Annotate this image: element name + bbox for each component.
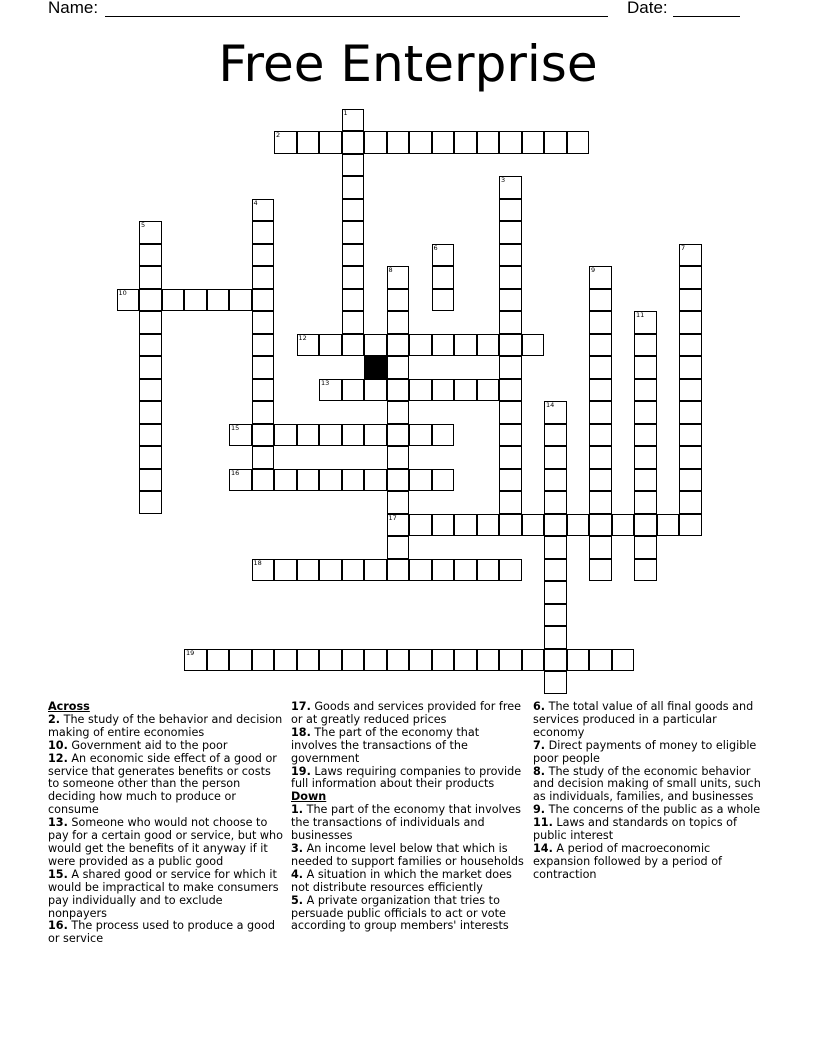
- crossword-cell[interactable]: [387, 424, 410, 447]
- crossword-cell[interactable]: [297, 334, 320, 357]
- crossword-cell[interactable]: [139, 311, 162, 334]
- crossword-cell[interactable]: [634, 514, 657, 537]
- crossword-cell[interactable]: [589, 289, 612, 312]
- crossword-cell[interactable]: [499, 244, 522, 267]
- crossword-cell[interactable]: [454, 559, 477, 582]
- crossword-cell[interactable]: [387, 446, 410, 469]
- crossword-cell[interactable]: [477, 379, 500, 402]
- crossword-cell[interactable]: [477, 334, 500, 357]
- crossword-cell[interactable]: [679, 289, 702, 312]
- clue-number-label: 14: [546, 401, 555, 409]
- crossword-cell[interactable]: [544, 536, 567, 559]
- crossword-cell[interactable]: [207, 289, 230, 312]
- crossword-cell[interactable]: [319, 379, 342, 402]
- crossword-cell[interactable]: [139, 244, 162, 267]
- crossword-cell[interactable]: [274, 559, 297, 582]
- crossword-cell[interactable]: [387, 514, 410, 537]
- crossword-cell[interactable]: [409, 469, 432, 492]
- clue-number-label: 6: [433, 243, 438, 252]
- clue-number-label: 11: [636, 311, 645, 319]
- crossword-cell[interactable]: [589, 401, 612, 424]
- crossword-cell[interactable]: [409, 649, 432, 672]
- clue-number-label: 7: [681, 243, 686, 252]
- crossword-cell[interactable]: [387, 266, 410, 289]
- crossword-cell[interactable]: [499, 469, 522, 492]
- crossword-cell[interactable]: [252, 356, 275, 379]
- crossword-cell[interactable]: [252, 244, 275, 267]
- crossword-cell[interactable]: [432, 266, 455, 289]
- clue-across-15: 15. A shared good or service for which it would be impractical to make consumers pay individually and to exclude nonpayers: [48, 867, 279, 920]
- across-heading: Across: [48, 700, 90, 713]
- crossword-cell[interactable]: [522, 334, 545, 357]
- crossword-cell[interactable]: [342, 244, 365, 267]
- crossword-cell[interactable]: [589, 649, 612, 672]
- crossword-cell[interactable]: [252, 221, 275, 244]
- clue-down-9: 9. The concerns of the public as a whole: [533, 803, 761, 817]
- crossword-cell[interactable]: [679, 311, 702, 334]
- crossword-cell[interactable]: [544, 424, 567, 447]
- crossword-cell[interactable]: [634, 559, 657, 582]
- clue-down-14: 14. A period of macroeconomic expansion followed by a period of contraction: [533, 841, 722, 881]
- clue-number-label: 17: [388, 513, 397, 522]
- clue-number-label: 2: [276, 131, 281, 139]
- crossword-cell[interactable]: [342, 649, 365, 672]
- crossword-cell[interactable]: [432, 334, 455, 357]
- crossword-cell[interactable]: [634, 401, 657, 424]
- crossword-cell[interactable]: [229, 469, 252, 492]
- crossword-cell[interactable]: [679, 244, 702, 267]
- crossword-cell[interactable]: [139, 424, 162, 447]
- clue-number-label: 5: [141, 221, 146, 229]
- crossword-cell[interactable]: [364, 559, 387, 582]
- crossword-cell[interactable]: [342, 221, 365, 244]
- crossword-cell[interactable]: [229, 649, 252, 672]
- crossword-cell[interactable]: [252, 266, 275, 289]
- crossword-cell[interactable]: [139, 446, 162, 469]
- crossword-cell[interactable]: [432, 514, 455, 537]
- crossword-cell[interactable]: [679, 334, 702, 357]
- crossword-cell[interactable]: [477, 131, 500, 154]
- crossword-cell[interactable]: [342, 289, 365, 312]
- crossword-cell[interactable]: [634, 334, 657, 357]
- crossword-cell[interactable]: [184, 289, 207, 312]
- crossword-cell[interactable]: [184, 649, 207, 672]
- crossword-cell[interactable]: [409, 424, 432, 447]
- crossword-cell[interactable]: [274, 131, 297, 154]
- crossword-cell[interactable]: [252, 334, 275, 357]
- crossword-cell[interactable]: [364, 649, 387, 672]
- crossword-cell[interactable]: [342, 469, 365, 492]
- crossword-cell[interactable]: [544, 671, 567, 694]
- crossword-cell[interactable]: [139, 266, 162, 289]
- crossword-cell[interactable]: [589, 469, 612, 492]
- crossword-cell[interactable]: [432, 131, 455, 154]
- crossword-cell[interactable]: [589, 446, 612, 469]
- crossword-cell[interactable]: [297, 559, 320, 582]
- crossword-cell[interactable]: [364, 131, 387, 154]
- crossword-cell[interactable]: [567, 649, 590, 672]
- clue-across-10: 10. Government aid to the poor: [48, 738, 228, 752]
- crossword-cell[interactable]: [252, 289, 275, 312]
- crossword-cell[interactable]: [679, 379, 702, 402]
- crossword-cell[interactable]: [499, 334, 522, 357]
- clue-across-2: 2. The study of the behavior and decision making of entire economies: [48, 712, 283, 739]
- crossword-cell[interactable]: [499, 401, 522, 424]
- crossword-cell[interactable]: [612, 514, 635, 537]
- clue-across-18: 18. The part of the economy that involves the transactions of the government: [291, 725, 480, 765]
- crossword-cell[interactable]: [432, 469, 455, 492]
- crossword-cell[interactable]: [679, 401, 702, 424]
- crossword-cell[interactable]: [544, 469, 567, 492]
- crossword-cell[interactable]: [387, 356, 410, 379]
- crossword-cell[interactable]: [274, 424, 297, 447]
- crossword-cell[interactable]: [342, 154, 365, 177]
- crossword-cell[interactable]: [679, 514, 702, 537]
- crossword-cell[interactable]: [252, 379, 275, 402]
- crossword-cell[interactable]: [589, 514, 612, 537]
- crossword-cell[interactable]: [544, 401, 567, 424]
- clue-across-13: 13. Someone who would not choose to pay for a certain good or service, but who would get the benefits of it anyway if it were provided as a public good: [48, 816, 283, 868]
- clue-across-16: 16. The process used to produce a good or service: [48, 919, 275, 946]
- crossword-cell[interactable]: [364, 424, 387, 447]
- crossword-cell[interactable]: [567, 514, 590, 537]
- crossword-cell[interactable]: [589, 311, 612, 334]
- crossword-cell[interactable]: [589, 379, 612, 402]
- crossword-cell[interactable]: [589, 491, 612, 514]
- crossword-cell[interactable]: [364, 469, 387, 492]
- crossword-cell[interactable]: [319, 424, 342, 447]
- crossword-cell[interactable]: [297, 469, 320, 492]
- crossword-cell[interactable]: [342, 109, 365, 132]
- crossword-cell[interactable]: [634, 446, 657, 469]
- crossword-cell[interactable]: [454, 514, 477, 537]
- crossword-cell[interactable]: [454, 379, 477, 402]
- clue-down-6: 6. The total value of all final goods and services produced in a particular economy: [533, 700, 754, 739]
- crossword-cell[interactable]: [409, 379, 432, 402]
- clue-down-1: 1. The part of the economy that involves the transactions of individuals and businesses: [291, 803, 521, 843]
- crossword-cell[interactable]: [387, 334, 410, 357]
- clue-number-label: 18: [253, 558, 262, 567]
- crossword-cell[interactable]: [319, 469, 342, 492]
- crossword-cell[interactable]: [499, 131, 522, 154]
- crossword-cell[interactable]: [544, 559, 567, 582]
- clue-number-label: 16: [231, 468, 240, 477]
- crossword-cell[interactable]: [139, 491, 162, 514]
- clue-number-label: 13: [321, 378, 330, 387]
- crossword-cell[interactable]: [454, 334, 477, 357]
- clue-number-label: 10: [118, 288, 127, 297]
- crossword-cell[interactable]: [454, 649, 477, 672]
- clue-down-4: 4. A situation in which the market does not distribute resources efficiently: [291, 867, 512, 894]
- crossword-cell[interactable]: [274, 649, 297, 672]
- crossword-cell[interactable]: [252, 199, 275, 222]
- crossword-cell[interactable]: [387, 649, 410, 672]
- clue-across-12: 12. An economic side effect of a good or service that generates benefits or costs to someone other than the person deciding how much to produce or consume: [48, 751, 277, 817]
- crossword-cell[interactable]: [409, 131, 432, 154]
- crossword-cell[interactable]: [634, 379, 657, 402]
- crossword-cell[interactable]: [319, 131, 342, 154]
- crossword-cell[interactable]: [432, 424, 455, 447]
- crossword-cell[interactable]: [432, 289, 455, 312]
- clue-number-label: 3: [501, 176, 506, 184]
- clue-down-8: 8. The study of the economic behavior and decision making of small units, such as individuals, families, and businesses: [533, 764, 761, 804]
- crossword-cell[interactable]: [612, 649, 635, 672]
- clue-number-label: 19: [186, 648, 195, 657]
- crossword-cell[interactable]: [499, 559, 522, 582]
- crossword-cell[interactable]: [139, 469, 162, 492]
- crossword-cell[interactable]: [522, 131, 545, 154]
- crossword-cell[interactable]: [634, 491, 657, 514]
- crossword-cell[interactable]: [342, 311, 365, 334]
- crossword-cell[interactable]: [252, 311, 275, 334]
- crossword-cell[interactable]: [477, 559, 500, 582]
- down-heading: Down: [291, 790, 327, 804]
- crossword-cell[interactable]: [387, 401, 410, 424]
- crossword-cell[interactable]: [319, 334, 342, 357]
- crossword-cell[interactable]: [342, 131, 365, 154]
- crossword-cell[interactable]: [409, 514, 432, 537]
- crossword-cell[interactable]: [499, 221, 522, 244]
- crossword-cell[interactable]: [567, 131, 590, 154]
- crossword-cell[interactable]: [522, 649, 545, 672]
- crossword-cell[interactable]: [409, 559, 432, 582]
- crossword-cell[interactable]: [364, 334, 387, 357]
- crossword-cell[interactable]: [589, 559, 612, 582]
- crossword-cell[interactable]: [499, 311, 522, 334]
- crossword-cell[interactable]: [544, 604, 567, 627]
- crossword-cell[interactable]: [589, 356, 612, 379]
- puzzle-title: Free Enterprise: [218, 35, 598, 93]
- crossword-cell[interactable]: [432, 244, 455, 267]
- clue-number-label: 12: [298, 333, 307, 342]
- crossword-cell[interactable]: [589, 266, 612, 289]
- crossword-cell[interactable]: [229, 424, 252, 447]
- clue-down-11: 11. Laws and standards on topics of public interest: [533, 816, 737, 843]
- crossword-cell[interactable]: [342, 334, 365, 357]
- crossword-cell[interactable]: [387, 311, 410, 334]
- crossword-cell[interactable]: [139, 221, 162, 244]
- crossword-cell[interactable]: [139, 401, 162, 424]
- crossword-cell[interactable]: [342, 176, 365, 199]
- date-label: Date:: [627, 0, 668, 17]
- crossword-cell[interactable]: [319, 559, 342, 582]
- crossword-cell[interactable]: [589, 424, 612, 447]
- crossword-cell[interactable]: [679, 469, 702, 492]
- crossword-cell[interactable]: [432, 559, 455, 582]
- crossword-cell[interactable]: [252, 401, 275, 424]
- crossword-cell[interactable]: [252, 559, 275, 582]
- crossword-cell[interactable]: [409, 334, 432, 357]
- crossword-cell[interactable]: [499, 289, 522, 312]
- crossword-cell[interactable]: [139, 356, 162, 379]
- crossword-cell[interactable]: [634, 469, 657, 492]
- crossword-cell[interactable]: [589, 334, 612, 357]
- crossword-cell[interactable]: [679, 446, 702, 469]
- crossword-cell[interactable]: [679, 424, 702, 447]
- crossword-cell[interactable]: [477, 514, 500, 537]
- crossword-cell[interactable]: [297, 424, 320, 447]
- crossword-cell[interactable]: [679, 491, 702, 514]
- clue-number-label: 1: [343, 108, 348, 117]
- crossword-cell[interactable]: [499, 176, 522, 199]
- black-square: [364, 356, 387, 379]
- crossword-cell[interactable]: [117, 289, 140, 312]
- crossword-cell[interactable]: [387, 536, 410, 559]
- crossword-cell[interactable]: [387, 289, 410, 312]
- crossword-cell[interactable]: [544, 649, 567, 672]
- crossword-cell[interactable]: [499, 649, 522, 672]
- crossword-cell[interactable]: [387, 379, 410, 402]
- crossword-cell[interactable]: [544, 131, 567, 154]
- crossword-cell[interactable]: [634, 424, 657, 447]
- crossword-cell[interactable]: [274, 469, 297, 492]
- clue-number-label: 8: [388, 266, 393, 274]
- crossword-cell[interactable]: [679, 266, 702, 289]
- crossword-cell[interactable]: [139, 289, 162, 312]
- crossword-cell[interactable]: [634, 311, 657, 334]
- crossword-cell[interactable]: [342, 199, 365, 222]
- crossword-cell[interactable]: [252, 469, 275, 492]
- crossword-cell[interactable]: [297, 131, 320, 154]
- crossword-cell[interactable]: [657, 514, 680, 537]
- clue-down-3: 3. An income level below that which is needed to support families or households: [291, 841, 524, 868]
- crossword-cell[interactable]: [387, 491, 410, 514]
- crossword-cell[interactable]: [589, 536, 612, 559]
- crossword-cell[interactable]: [229, 289, 252, 312]
- crossword-cell[interactable]: [432, 649, 455, 672]
- crossword-cell[interactable]: [297, 649, 320, 672]
- crossword-cell[interactable]: [387, 559, 410, 582]
- clue-across-19: 19. Laws requiring companies to provide full information about their products: [291, 764, 522, 791]
- clue-across-17: 17. Goods and services provided for free or at greatly reduced prices: [291, 700, 521, 726]
- clue-down-7: 7. Direct payments of money to eligible poor people: [533, 738, 757, 765]
- crossword-cell[interactable]: [477, 649, 500, 672]
- crossword-cell[interactable]: [634, 356, 657, 379]
- crossword-cell[interactable]: [432, 379, 455, 402]
- crossword-cell[interactable]: [499, 356, 522, 379]
- crossword-cell[interactable]: [252, 446, 275, 469]
- crossword-cell[interactable]: [499, 446, 522, 469]
- clue-down-5: 5. A private organization that tries to persuade public officials to act or vote according to group members' interests: [291, 893, 509, 933]
- crossword-cell[interactable]: [634, 536, 657, 559]
- crossword-cell[interactable]: [544, 626, 567, 649]
- crossword-cell[interactable]: [499, 379, 522, 402]
- crossword-cell[interactable]: [252, 649, 275, 672]
- crossword-cell[interactable]: [454, 131, 477, 154]
- crossword-cell[interactable]: [319, 649, 342, 672]
- clues-column-1: [48, 701, 284, 946]
- clue-number-label: 4: [253, 198, 258, 207]
- clue-number-label: 9: [591, 266, 596, 274]
- crossword-cell[interactable]: [342, 424, 365, 447]
- crossword-cell[interactable]: [139, 379, 162, 402]
- crossword-cell[interactable]: [499, 424, 522, 447]
- crossword-cell[interactable]: [544, 514, 567, 537]
- crossword-cell[interactable]: [679, 356, 702, 379]
- crossword-cell[interactable]: [252, 424, 275, 447]
- crossword-cell[interactable]: [499, 491, 522, 514]
- crossword-cell[interactable]: [342, 379, 365, 402]
- crossword-cell[interactable]: [162, 289, 185, 312]
- crossword-cell[interactable]: [364, 379, 387, 402]
- crossword-cell[interactable]: [342, 266, 365, 289]
- name-label: Name:: [48, 0, 99, 17]
- crossword-cell[interactable]: [522, 514, 545, 537]
- crossword-cell[interactable]: [544, 491, 567, 514]
- crossword-cell[interactable]: [207, 649, 230, 672]
- crossword-cell[interactable]: [139, 334, 162, 357]
- clue-number-label: 15: [231, 423, 240, 432]
- clues-column-2: [291, 701, 527, 933]
- crossword-cell[interactable]: [499, 514, 522, 537]
- crossword-cell[interactable]: [342, 559, 365, 582]
- crossword-cell[interactable]: [387, 469, 410, 492]
- clues-column-3: [533, 701, 769, 882]
- crossword-cell[interactable]: [387, 131, 410, 154]
- crossword-cell[interactable]: [544, 581, 567, 604]
- crossword-cell[interactable]: [544, 446, 567, 469]
- crossword-cell[interactable]: [499, 199, 522, 222]
- crossword-cell[interactable]: [499, 266, 522, 289]
